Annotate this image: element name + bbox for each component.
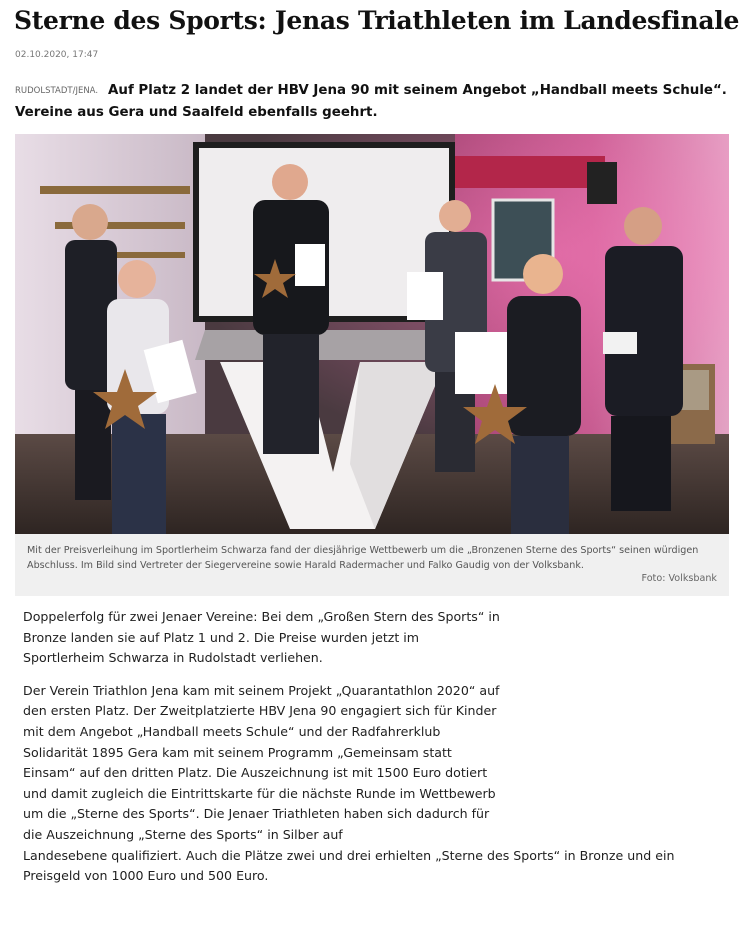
image-caption: Mit der Preisverleihung im Sportlerheim Schwarza fand der diesjährige Wettbewerb um die „Bronzenen Sterne des Sports“ seinen würdigen Abschluss. Im Bild sind Vertreter der Siegervereine sowie Harald Radermacher und Falko Gaudig von der Volksbank. [27, 545, 699, 571]
article-body [23, 607, 723, 899]
body-paragraph-2-part-a: Der Verein Triathlon Jena kam mit seinem Projekt „Quarantathlon 2020“ auf den ersten Platz. Der Zweitplatzierte HBV Jena 90 engagiert sich für Kinder mit dem Angebot „Handball meets Schule“ und der Radfahrerklub Solidarität 1895 Gera kam mit seinem Programm „Gemeinsam statt Einsam“ auf den dritten Platz. Die Auszeichnung ist mit 1500 Euro dotiert und damit zugleich die Eintrittskarte für die nächste Runde im Wettbewerb um die „Sterne des Sports“. Die Jenaer Triathleten haben sich dadurch für die Auszeichnung „Sterne des Sports“ in Silber auf [23, 682, 500, 842]
publish-date: 02.10.2020, 17:47 [15, 50, 99, 60]
body-paragraph-2 [23, 681, 723, 887]
article-figure [15, 134, 729, 596]
body-paragraph-2-part-b: Landesebene qualifiziert. Auch die Plätze zwei und drei erhielten „Sterne des Sports“ in Bronze und ein Preisgeld von 1000 Euro und 500 Euro. [23, 847, 675, 884]
award-ceremony-photo [15, 134, 729, 534]
article-lead [15, 80, 727, 123]
photo-credit: Foto: Volksbank [641, 573, 717, 584]
article-photo[interactable] [15, 134, 729, 534]
image-caption-box [15, 534, 729, 596]
body-paragraph-1: Doppelerfolg für zwei Jenaer Vereine: Bei dem „Großen Stern des Sports“ in Bronze landen sie auf Platz 1 und 2. Die Preise wurden jetzt im Sportlerheim Schwarza in Rudolstadt verliehen. [23, 609, 500, 666]
lead-text: Auf Platz 2 landet der HBV Jena 90 mit seinem Angebot „Handball meets Schule“. Vereine aus Gera und Saalfeld ebenfalls geehrt. [15, 83, 727, 120]
article-headline: Sterne des Sports: Jenas Triathleten im Landesfinale [14, 6, 740, 35]
dateline: RUDOLSTADT/JENA. [15, 86, 99, 96]
